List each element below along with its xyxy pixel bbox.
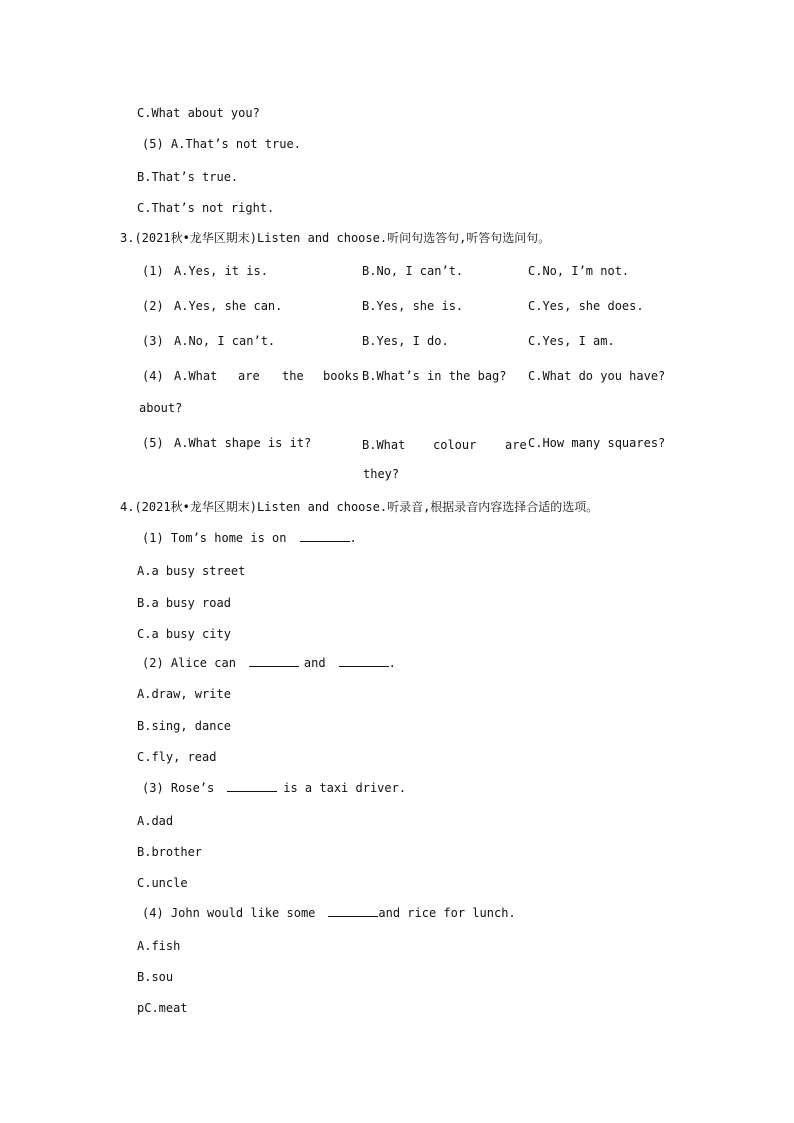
q4-item-1-option-a: A.a busy street	[137, 564, 246, 578]
answer-blank	[339, 655, 389, 667]
stem-text: .	[388, 656, 396, 670]
answer-blank	[328, 905, 378, 917]
q4-item-2-option-c: C.fly, read	[137, 750, 217, 764]
stem-text: (4) John would like some	[142, 906, 316, 920]
q3-item-4-option-a-word: the	[282, 369, 304, 383]
q4-item-1-option-c: C.a busy city	[137, 627, 231, 641]
q4-item-4-option-c: pC.meat	[137, 1001, 188, 1015]
stem-text: and	[303, 656, 326, 670]
q3-item-2-number: (2)	[142, 299, 164, 313]
q4-item-3-option-a: A.dad	[137, 814, 174, 828]
option-b-line: B.That’s true.	[137, 170, 239, 184]
q3-item-3-option-a: A.No, I can’t.	[174, 334, 276, 348]
q4-item-2-stem	[142, 655, 396, 671]
q3-item-1-number: (1)	[142, 264, 164, 278]
q3-item-1-option-c: C.No, I’m not.	[528, 264, 630, 278]
q3-item-4-option-a-word: about?	[139, 401, 183, 415]
q4-item-3-stem	[142, 780, 406, 796]
question-3-heading: 3.(2021秋•龙华区期末)Listen and choose.听问句选答句,听答句选问句。	[120, 231, 551, 245]
q3-item-5-option-b-word: B.What	[362, 438, 406, 452]
stem-text: (3) Rose’s	[142, 781, 215, 795]
q4-item-3-option-c: C.uncle	[137, 876, 188, 890]
q3-item-2-option-a: A.Yes, she can.	[174, 299, 283, 313]
q4-item-4-option-a: A.fish	[137, 939, 181, 953]
q3-item-5-number: (5)	[142, 436, 164, 450]
q3-item-2-option-b: B.Yes, she is.	[362, 299, 464, 313]
q3-item-4-number: (4)	[142, 369, 164, 383]
q3-item-2-option-c: C.Yes, she does.	[528, 299, 644, 313]
option-c-line: C.That’s not right.	[137, 201, 275, 215]
q3-item-3-number: (3)	[142, 334, 164, 348]
q3-item-4-option-a-word: books	[323, 369, 360, 383]
stem-text: (1) Tom’s home is on	[142, 531, 287, 545]
q3-item-4-option-a-word: A.What	[174, 369, 218, 383]
stem-text: and rice for lunch.	[378, 906, 516, 920]
stem-text: is a taxi driver.	[283, 781, 407, 795]
q3-item-1-option-b: B.No, I can’t.	[362, 264, 464, 278]
q4-item-4-option-b: B.sou	[137, 970, 174, 984]
q4-item-2-option-a: A.draw, write	[137, 687, 231, 701]
answer-blank	[227, 780, 277, 792]
answer-blank	[249, 655, 299, 667]
q4-item-1-option-b: B.a busy road	[137, 596, 231, 610]
q3-item-3-option-b: B.Yes, I do.	[362, 334, 449, 348]
q3-item-4-option-b: B.What’s in the bag?	[362, 369, 507, 383]
q3-item-5-option-b-word: they?	[363, 467, 400, 481]
option-c-line: C.What about you?	[137, 106, 260, 120]
item-5-line: (5) A.That’s not true.	[142, 137, 301, 151]
question-4-heading: 4.(2021秋•龙华区期末)Listen and choose.听录音,根据录音内容选择合适的选项。	[120, 500, 599, 514]
q3-item-3-option-c: C.Yes, I am.	[528, 334, 615, 348]
q4-item-3-option-b: B.brother	[137, 845, 203, 859]
q4-item-2-option-b: B.sing, dance	[137, 719, 231, 733]
q3-item-5-option-b-word: are	[505, 438, 527, 452]
q4-item-4-stem	[142, 905, 516, 921]
q3-item-1-option-a: A.Yes, it is.	[174, 264, 268, 278]
stem-text: .	[349, 531, 357, 545]
q3-item-4-option-c: C.What do you have?	[528, 369, 666, 383]
q3-item-4-option-a-word: are	[238, 369, 260, 383]
q4-item-1-stem	[142, 530, 357, 546]
stem-text: (2) Alice can	[142, 656, 236, 670]
q3-item-5-option-b-word: colour	[433, 438, 477, 452]
answer-blank	[300, 530, 350, 542]
q3-item-5-option-a: A.What shape is it?	[174, 436, 312, 450]
q3-item-5-option-c: C.How many squares?	[528, 436, 666, 450]
